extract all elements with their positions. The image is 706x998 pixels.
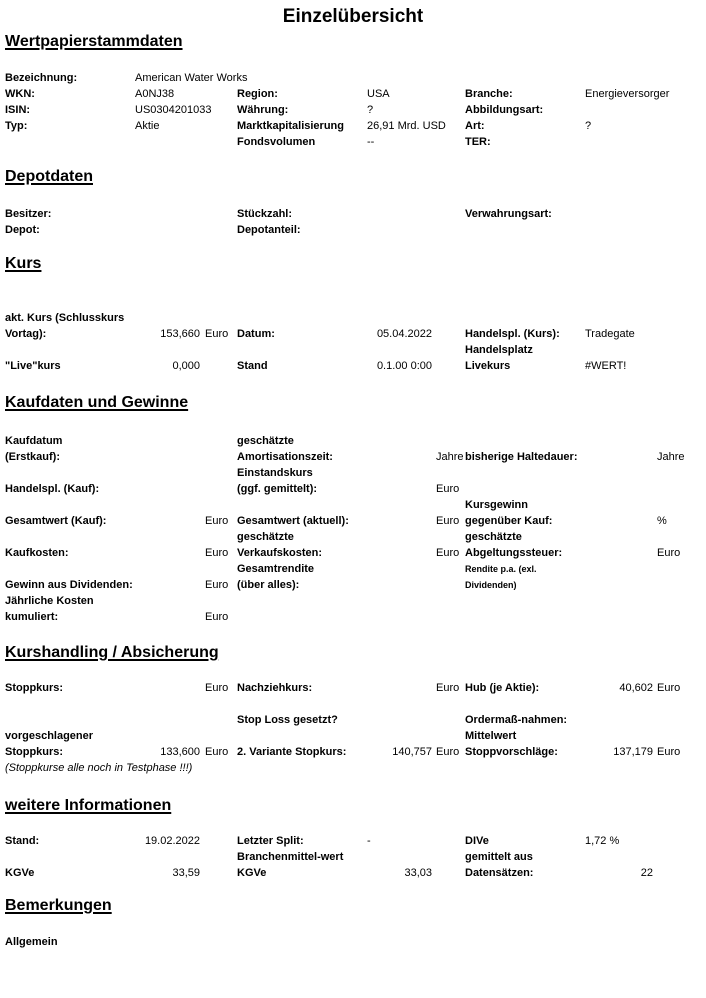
field-label: Handelspl. (Kauf): xyxy=(5,483,100,495)
field-label: Handelspl. (Kurs): xyxy=(465,328,560,340)
unit-label: Euro xyxy=(436,682,460,694)
field-value: 33,59 xyxy=(172,867,200,879)
field-value: US0304201033 xyxy=(135,104,212,116)
text-row xyxy=(0,134,706,150)
field-label: Stop Loss gesetzt? xyxy=(237,714,338,726)
section-heading: Kurshandling / Absicherung xyxy=(5,644,219,661)
field-value: - xyxy=(367,835,371,847)
field-label: Allgemein xyxy=(5,936,58,948)
field-value: USA xyxy=(367,88,390,100)
page-title: Einzelübersicht xyxy=(282,6,424,27)
field-label: Abbildungsart: xyxy=(465,104,544,116)
field-label: Abgeltungssteuer: xyxy=(465,547,563,559)
field-label: Nachziehkurs: xyxy=(237,682,313,694)
unit-label: Euro xyxy=(657,746,681,758)
text-row xyxy=(0,865,706,881)
section-heading: Bemerkungen xyxy=(5,897,112,914)
text-row xyxy=(0,342,706,358)
unit-label: Euro xyxy=(657,547,681,559)
field-value: ? xyxy=(585,120,592,132)
text-row xyxy=(0,206,706,222)
text-row xyxy=(0,465,706,481)
field-value: Tradegate xyxy=(585,328,635,340)
field-value: 22 xyxy=(640,867,653,879)
text-row xyxy=(0,481,706,497)
text-row xyxy=(0,577,706,593)
field-label: Bezeichnung: xyxy=(5,72,78,84)
field-label: Fondsvolumen xyxy=(237,136,316,148)
text-row xyxy=(0,696,706,712)
text-row xyxy=(0,545,706,561)
unit-label: Jahre xyxy=(657,451,685,463)
field-label: geschätzte xyxy=(465,531,522,543)
field-label: Kursgewinn xyxy=(465,499,528,511)
unit-label: Euro xyxy=(205,328,229,340)
field-value: 137,179 xyxy=(613,746,653,758)
text-row xyxy=(0,102,706,118)
field-label: Region: xyxy=(237,88,278,100)
field-value: A0NJ38 xyxy=(135,88,175,100)
section-heading: Wertpapierstammdaten xyxy=(5,33,183,50)
field-label: geschätzte xyxy=(237,531,294,543)
field-value: ? xyxy=(367,104,374,116)
text-row xyxy=(0,934,706,950)
text-row xyxy=(0,358,706,374)
field-label: Branche: xyxy=(465,88,513,100)
field-label: Branchenmittel-wert xyxy=(237,851,344,863)
unit-label: Euro xyxy=(205,515,229,527)
field-label-small: Dividenden) xyxy=(465,580,517,590)
field-value: Energieversorger xyxy=(585,88,670,100)
text-row xyxy=(0,222,706,238)
field-label: geschätzte xyxy=(237,435,294,447)
section-heading: Kaufdaten und Gewinne xyxy=(5,394,189,411)
field-label: Depotanteil: xyxy=(237,224,301,236)
field-label: gemittelt aus xyxy=(465,851,533,863)
field-value: -- xyxy=(367,136,375,148)
field-label: Gewinn aus Dividenden: xyxy=(5,579,133,591)
field-label: gegenüber Kauf: xyxy=(465,515,553,527)
unit-label: Euro xyxy=(205,746,229,758)
field-label: (Erstkauf): xyxy=(5,451,61,463)
text-row xyxy=(0,561,706,577)
field-value: 153,660 xyxy=(160,328,200,340)
field-label: 2. Variante Stopkurs: xyxy=(237,746,347,758)
text-row xyxy=(0,609,706,625)
field-value: Aktie xyxy=(135,120,160,132)
text-row xyxy=(0,70,706,86)
field-label: Stückzahl: xyxy=(237,208,293,220)
text-row xyxy=(0,833,706,849)
field-label: Stoppvorschläge: xyxy=(465,746,558,758)
field-label: Einstandskurs xyxy=(237,467,313,479)
field-value: 0.1.00 0:00 xyxy=(376,360,432,372)
field-value: 1,72 % xyxy=(585,835,620,847)
field-label: Verwahrungsart: xyxy=(465,208,552,220)
field-label: Amortisationszeit: xyxy=(237,451,333,463)
field-label: Verkaufskosten: xyxy=(237,547,322,559)
field-label: DIVe xyxy=(465,835,489,847)
unit-label: Euro xyxy=(205,682,229,694)
field-label: Marktkapitalisierung xyxy=(237,120,344,132)
field-value: 19.02.2022 xyxy=(144,835,200,847)
field-label: Ordermaß-nahmen: xyxy=(465,714,568,726)
text-row xyxy=(0,513,706,529)
field-label: Handelsplatz xyxy=(465,344,533,356)
field-label: Datum: xyxy=(237,328,275,340)
field-label: bisherige Haltedauer: xyxy=(465,451,578,463)
text-row xyxy=(0,529,706,545)
section-heading: weitere Informationen xyxy=(5,797,172,814)
field-label: Datensätzen: xyxy=(465,867,534,879)
field-value: #WERT! xyxy=(585,360,627,372)
field-label: Art: xyxy=(465,120,485,132)
text-row xyxy=(0,433,706,449)
field-value: 140,757 xyxy=(392,746,432,758)
field-label: Hub (je Aktie): xyxy=(465,682,540,694)
field-label: KGVe xyxy=(5,867,35,879)
unit-label: Euro xyxy=(205,579,229,591)
field-label: Mittelwert xyxy=(465,730,517,742)
unit-label: Euro xyxy=(657,682,681,694)
unit-label: Euro xyxy=(436,515,460,527)
field-value: American Water Works xyxy=(135,72,248,84)
field-value: 40,602 xyxy=(619,682,653,694)
field-value: 05.04.2022 xyxy=(376,328,432,340)
unit-label: Euro xyxy=(436,483,460,495)
text-row xyxy=(0,849,706,865)
text-row xyxy=(0,728,706,744)
field-label: Gesamtrendite xyxy=(237,563,315,575)
field-label-small: Rendite p.a. (exl. xyxy=(465,564,537,574)
field-label: Gesamtwert (aktuell): xyxy=(237,515,349,527)
field-label: kumuliert: xyxy=(5,611,59,623)
field-label: "Live"kurs xyxy=(5,360,61,372)
field-label: Kaufdatum xyxy=(5,435,63,447)
text-row xyxy=(0,744,706,760)
field-label: (über alles): xyxy=(237,579,300,591)
unit-label: Euro xyxy=(436,746,460,758)
field-label: Typ: xyxy=(5,120,28,132)
field-label: ISIN: xyxy=(5,104,31,116)
unit-label: Euro xyxy=(436,547,460,559)
text-row xyxy=(0,310,706,326)
field-label: Stand: xyxy=(5,835,40,847)
field-label: Stand xyxy=(237,360,268,372)
unit-label: % xyxy=(657,515,667,527)
field-label: KGVe xyxy=(237,867,267,879)
text-row xyxy=(0,294,706,310)
text-row xyxy=(0,680,706,696)
field-label: Vortag): xyxy=(5,328,47,340)
text-row xyxy=(0,712,706,728)
field-label: Livekurs xyxy=(465,360,511,372)
field-label: Besitzer: xyxy=(5,208,52,220)
text-row xyxy=(0,497,706,513)
field-label: Kaufkosten: xyxy=(5,547,69,559)
field-label: TER: xyxy=(465,136,491,148)
field-label: Gesamtwert (Kauf): xyxy=(5,515,107,527)
field-label: Stoppkurs: xyxy=(5,746,64,758)
text-row xyxy=(0,326,706,342)
field-label: Währung: xyxy=(237,104,289,116)
field-label: vorgeschlagener xyxy=(5,730,94,742)
field-label: Letzter Split: xyxy=(237,835,304,847)
field-label: Jährliche Kosten xyxy=(5,595,94,607)
text-row xyxy=(0,118,706,134)
unit-label: Euro xyxy=(205,547,229,559)
field-value: 33,03 xyxy=(404,867,432,879)
field-label: Stoppkurs: xyxy=(5,682,64,694)
text-row xyxy=(0,760,706,776)
field-label: Depot: xyxy=(5,224,40,236)
section-heading: Kurs xyxy=(5,255,42,272)
text-row xyxy=(0,593,706,609)
field-label: WKN: xyxy=(5,88,35,100)
note-text: (Stoppkurse alle noch in Testphase !!!) xyxy=(5,762,193,774)
unit-label: Jahre xyxy=(436,451,464,463)
unit-label: Euro xyxy=(205,611,229,623)
field-value: 0,000 xyxy=(172,360,200,372)
section-heading: Depotdaten xyxy=(5,168,93,185)
field-label: akt. Kurs (Schlusskurs xyxy=(5,312,125,324)
field-value: 26,91 Mrd. USD xyxy=(367,120,446,132)
text-row xyxy=(0,86,706,102)
text-row xyxy=(0,449,706,465)
field-value: 133,600 xyxy=(160,746,200,758)
field-label: (ggf. gemittelt): xyxy=(237,483,318,495)
